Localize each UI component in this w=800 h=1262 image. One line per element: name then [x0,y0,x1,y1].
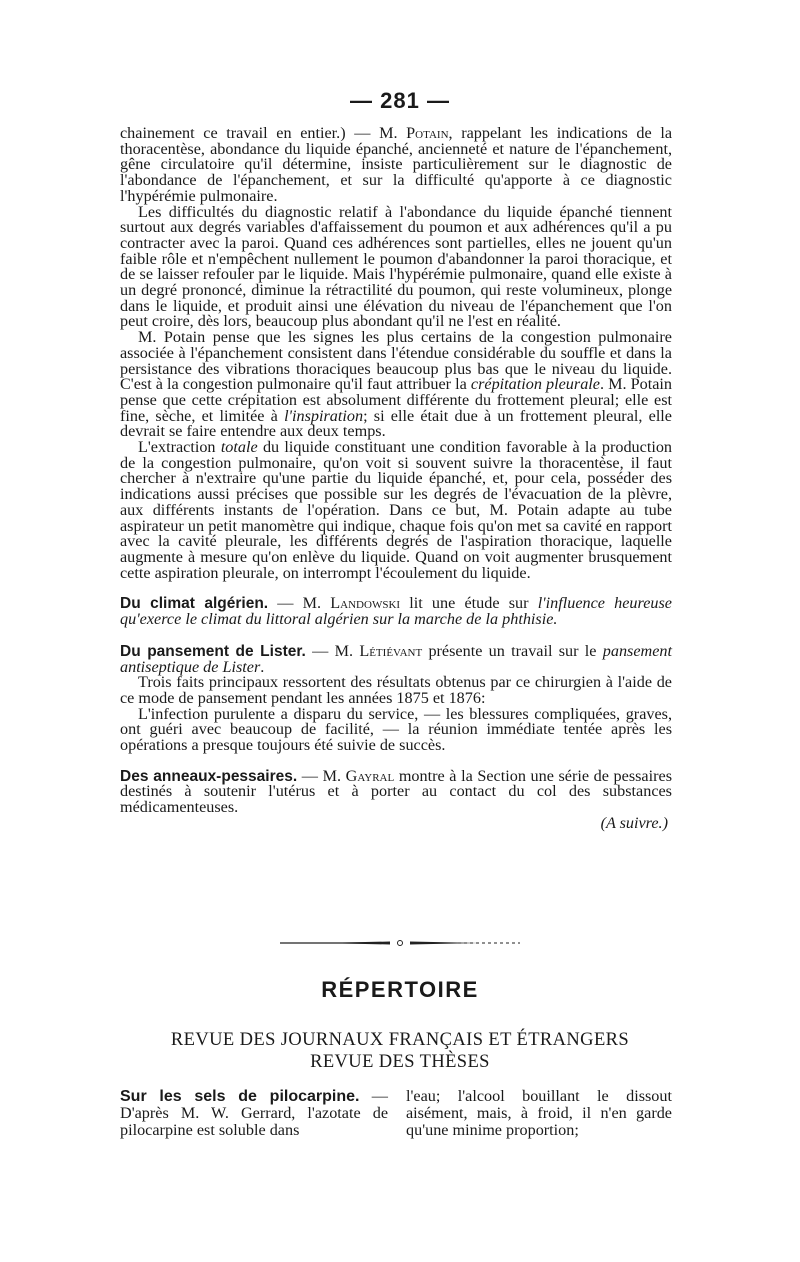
text-run: — M. [305,641,360,660]
author-name: Gayral [345,766,395,785]
section-heading: Sur les sels de pilocarpine. [120,1088,360,1105]
a-suivre-note: (A suivre.) [600,813,668,832]
left-column [120,1088,388,1139]
text-run: du liquide constituant une condition favorable à la production de la congestion pulmonaire, qu'on voit si souvent suivre la thoracentèse, il faut chercher à n'extraire qu'une partie du liquide épanché, et, pour cela, posséder des indications aussi précises que possible sur les degrés de l'évacuation de la plèvre, aux différents instants de l'opération. Dans ce but, M. Potain adapte au tube aspirateur un petit manomètre qui indique, chaque fois qu'on met sa cavité en rapport avec la cavité pleurale, les différents degrés de l'aspiration thoracique, laquelle augmente à mesure qu'on enlève du liquide. Quand on voit augmenter brusquement cette aspiration pleurale, on interrompt l'écoulement du liquide. [120,438,673,582]
text-run: , rappelant les indications de la thoracentèse, abondance du liquide épanché, ancienneté et nature de l'épanchement, gêne circulatoire qu'il détermine, insiste particulièrement sur le diagnostic de l'abondance de l'épanchement, et sur la difficulté qu'apporte à ce diagnostic l'hypérémie pulmonaire. [120,124,673,205]
text-run: M. Potain pense que les signes les plus certains de la congestion pulmonaire associée à l'épanchement consistent dans l'étendue considérable du souffle et dans la persistance des vibrations thoraciques beaucoup plus bas que le niveau du liquide. C'est à la congestion pulmonaire qu'il faut attribuer la [120,328,672,394]
text-run: chainement ce travail en entier.) — M. [120,124,407,142]
text-run: L'extraction [138,438,221,457]
author-name: Potain [406,124,449,142]
section-heading: Des anneaux-pessaires. [120,767,298,785]
text-run: — M. [268,594,331,613]
paragraph-anneaux [120,766,672,817]
italic-title: pansement antiseptique de Lister [120,641,672,676]
paragraph-lister [120,641,672,676]
italic-term: crépitation pleurale [470,375,600,394]
text-run: lit une étude sur [400,594,538,613]
ornamental-divider [280,940,520,946]
text-run: présente un travail sur le [422,641,603,660]
text-run: . [260,657,265,676]
section-title-repertoire: RÉPERTOIRE [321,977,479,1002]
section-heading: Du pansement de Lister. [120,642,306,660]
subtitle-revue-theses: REVUE DES THÈSES [310,1052,490,1072]
paragraph-extraction [120,440,672,581]
main-text-column [120,126,672,832]
right-column: l'eau; l'alcool bouillant le dissout aisément, mais, à froid, il n'en garde qu'une minime proportion; [406,1087,672,1139]
text-run: ; si elle était due à un frottement pleural, elle devrait se faire entendre aux deux temps. [120,406,672,441]
paragraph-difficultes: Les difficultés du diagnostic relatif à l'abondance du liquide épanché tiennent surtout aux degrés variables d'affaissement du poumon et aux adhérences qu'il a pu contracter avec la paroi. Quand ces adhérences sont partielles, elles ne jouent qu'un faible rôle et n'empêchent nullement le poumon d'abandonner la paroi thoracique, et de se laisser refouler par le liquide. Mais l'hypérémie pulmonaire, quand elle existe à un degré prononcé, diminue la rétractilité du poumon, qui reste volumineux, plonge dans le liquide, et produit ainsi une élévation du niveau de l'épanchement que l'on peut croire, dès lors, beaucoup plus abondant qu'il ne l'est en réalité. [120,202,672,331]
paragraph-lister-infection: L'infection purulente a disparu du service, — les blessures compliquées, graves, ont guéri avec beaucoup de facilité, — la réunion immédiate tentée après les opérations a presque toujours été suivie de succès. [120,704,672,755]
paragraph-potain-intro [120,126,672,205]
text-run: — M. [297,766,346,785]
text-run: montre à la Section une série de pessaires destinés à soutenir l'utérus et à porter au contact du col des substances médicamenteuses. [120,766,672,817]
text-run: . M. Potain pense que cette crépitation est absolument différente du frottement pleural; elle est fine, sèche, et limitée à [120,375,673,425]
author-name: Landowski [330,594,401,613]
italic-term: totale [220,438,258,457]
author-name: Létiévant [359,641,423,660]
text-run: — D'après M. W. Gerrard, l'azotate de pilocarpine est soluble dans [120,1087,388,1139]
italic-title: l'influence heureuse qu'exerce le climat du littoral algérien sur la marche de la phthisie. [120,594,672,629]
paragraph-congestion [120,330,672,440]
section-heading: Du climat algérien. [120,595,269,613]
paragraph-climat [120,596,672,627]
page-number: — 281 — [350,88,450,113]
paragraph-lister-results: Trois faits principaux ressortent des résultats obtenus par ce chirurgien à l'aide de ce mode de pansement pendant les années 1875 et 1876: [120,673,672,707]
subtitle-revue-journaux: REVUE DES JOURNAUX FRANÇAIS ET ÉTRANGERS [170,1030,630,1050]
italic-term: l'inspiration [284,406,364,425]
